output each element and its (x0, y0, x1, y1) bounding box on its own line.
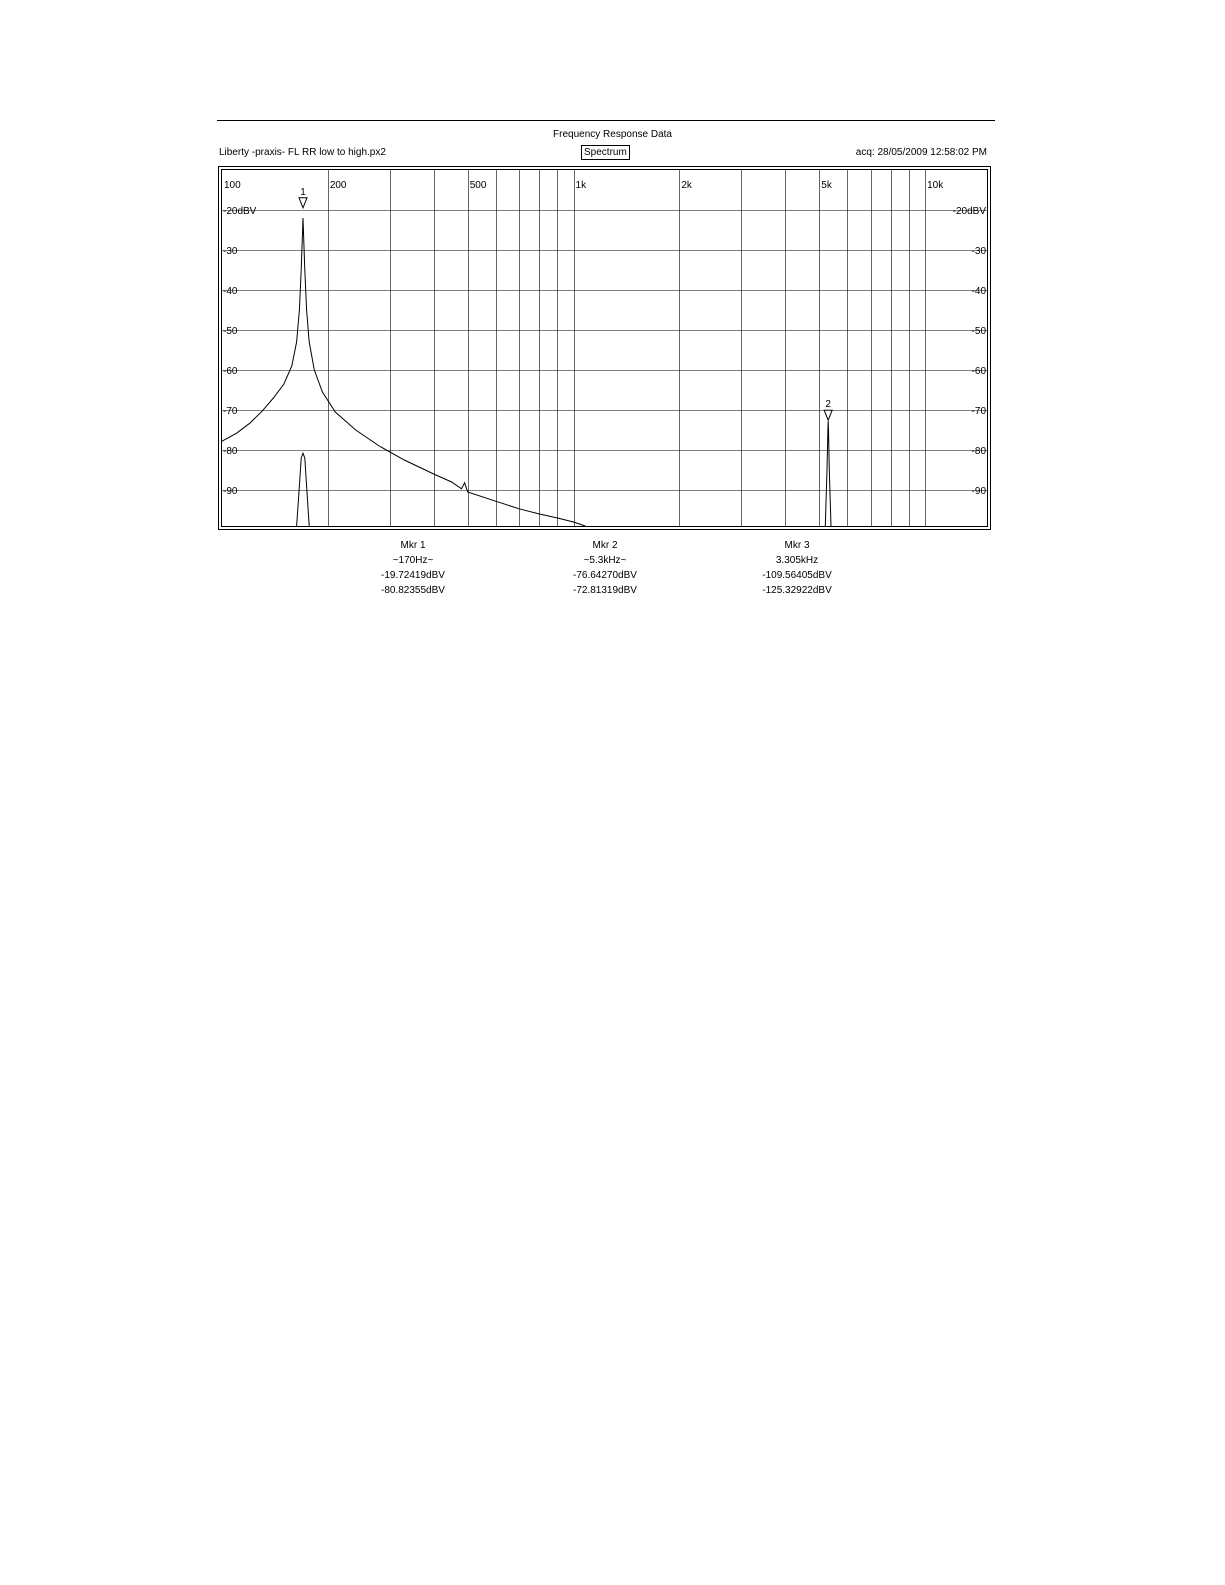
marker-3-value-2: -125.32922dBV (762, 585, 832, 596)
acquisition-timestamp: acq: 28/05/2009 12:58:02 PM (855, 147, 987, 158)
x-tick-label: 10k (927, 180, 944, 191)
marker-readout-3 (727, 538, 867, 598)
x-tick-label: 1k (575, 180, 587, 191)
x-tick-label: 5k (821, 180, 832, 191)
x-tick-label: 2k (681, 180, 692, 191)
x-tick-label: 100 (224, 180, 241, 191)
grid-lines (222, 170, 987, 526)
spectrum-chart (0, 0, 1225, 620)
y-tick-label-left: -40 (223, 286, 238, 297)
y-tick-label-left: -90 (223, 486, 238, 497)
marker-1-frequency: ~170Hz~ (392, 555, 434, 566)
marker-glyphs (299, 187, 832, 420)
x-tick-label: 500 (469, 180, 487, 191)
marker-2-value-1: -76.64270dBV (573, 570, 637, 581)
marker-2-triangle (824, 410, 832, 420)
trace-1 (222, 218, 585, 526)
marker-readout-2 (535, 538, 675, 598)
marker-1-label: 1 (300, 186, 306, 198)
y-tick-label-right: -90 (971, 486, 986, 497)
marker-3-value-1: -109.56405dBV (762, 570, 832, 581)
y-tick-label-left: -20dBV (223, 206, 257, 217)
y-tick-label-right: -40 (971, 286, 986, 297)
y-tick-label-right: -20dBV (952, 206, 986, 217)
y-tick-label-left: -50 (223, 326, 238, 337)
y-tick-label-right: -60 (971, 366, 986, 377)
marker-1-value-1: -19.72419dBV (381, 570, 445, 581)
x-tick-label: 200 (329, 180, 347, 191)
marker-2-frequency: ~5.3kHz~ (583, 555, 627, 566)
y-tick-label-left: -60 (223, 366, 238, 377)
marker-3-frequency: 3.305kHz (775, 555, 819, 566)
marker-2-label: 2 (825, 399, 831, 411)
chart-title: Frequency Response Data (553, 129, 672, 140)
y-tick-label-right: -80 (971, 446, 986, 457)
trace-3 (825, 421, 831, 526)
y-tick-label-left: -30 (223, 246, 238, 257)
traces (222, 218, 831, 526)
plot-outer-frame (219, 167, 991, 530)
y-tick-label-left: -80 (223, 446, 238, 457)
y-tick-label-right: -30 (971, 246, 986, 257)
y-tick-label-right: -50 (971, 326, 986, 337)
mode-label[interactable]: Spectrum (581, 145, 630, 160)
marker-3-name: Mkr 3 (784, 540, 810, 551)
marker-1-name: Mkr 1 (400, 540, 426, 551)
trace-2 (297, 453, 310, 526)
plot-inner-frame (222, 170, 988, 527)
marker-2-value-2: -72.81319dBV (573, 585, 637, 596)
file-name: Liberty -praxis- FL RR low to high.px2 (219, 147, 386, 158)
marker-1-triangle (299, 198, 307, 208)
tick-labels (223, 180, 986, 497)
marker-readout-1 (343, 538, 483, 598)
y-tick-label-left: -70 (223, 406, 238, 417)
marker-1-value-2: -80.82355dBV (381, 585, 445, 596)
y-tick-label-right: -70 (971, 406, 986, 417)
marker-2-name: Mkr 2 (592, 540, 618, 551)
